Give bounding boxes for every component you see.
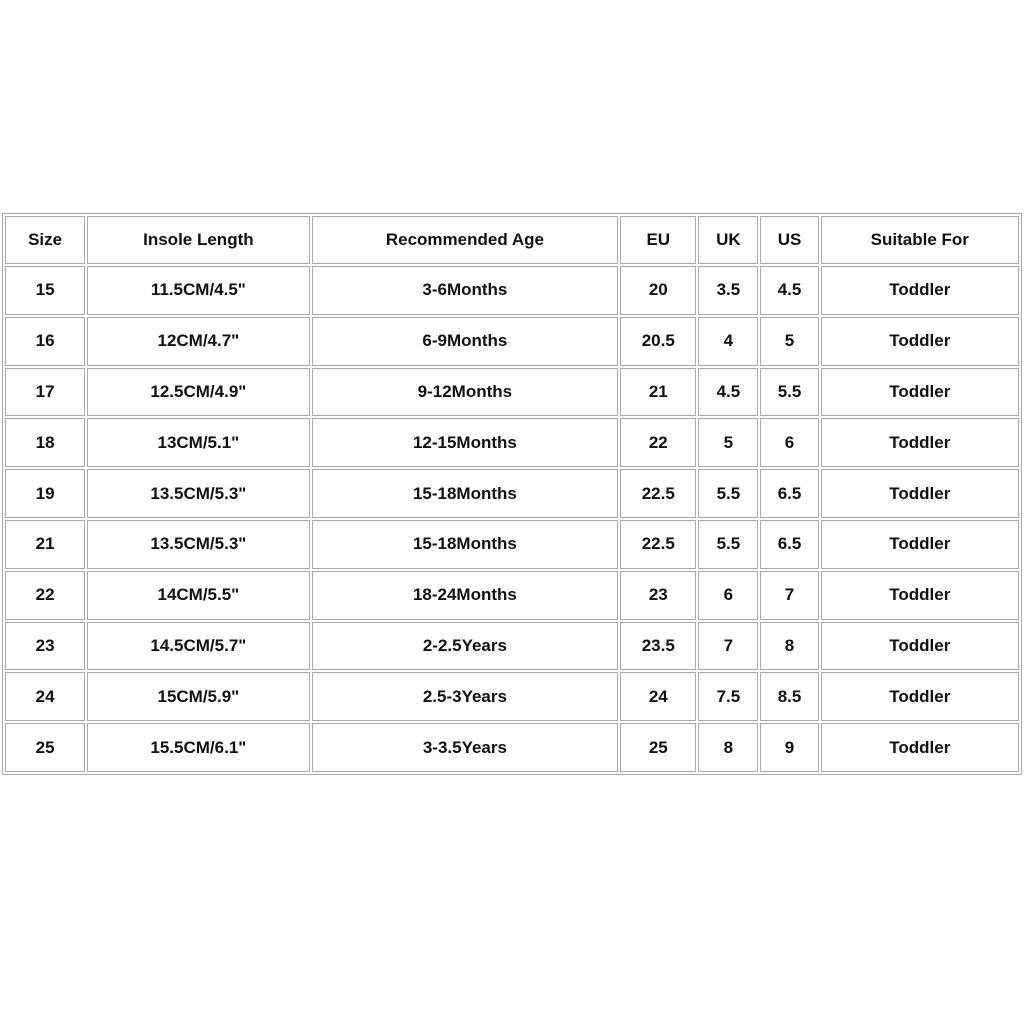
cell-recommended-age: 6-9Months <box>312 317 619 366</box>
header-size: Size <box>5 216 85 264</box>
header-suitable-for: Suitable For <box>821 216 1019 264</box>
cell-eu: 21 <box>620 368 696 417</box>
cell-size: 21 <box>5 520 85 569</box>
cell-uk: 3.5 <box>698 266 758 315</box>
table-row <box>5 672 1019 721</box>
cell-size: 24 <box>5 672 85 721</box>
header-us: US <box>760 216 818 264</box>
cell-recommended-age: 3-6Months <box>312 266 619 315</box>
cell-us: 8.5 <box>760 672 818 721</box>
cell-us: 5.5 <box>760 368 818 417</box>
cell-suitable-for: Toddler <box>821 368 1019 417</box>
cell-size: 16 <box>5 317 85 366</box>
cell-recommended-age: 2.5-3Years <box>312 672 619 721</box>
cell-size: 17 <box>5 368 85 417</box>
header-eu: EU <box>620 216 696 264</box>
cell-size: 25 <box>5 723 85 772</box>
cell-eu: 22 <box>620 418 696 467</box>
cell-us: 5 <box>760 317 818 366</box>
cell-suitable-for: Toddler <box>821 622 1019 671</box>
cell-eu: 22.5 <box>620 469 696 518</box>
cell-uk: 4 <box>698 317 758 366</box>
cell-insole-length: 14.5CM/5.7" <box>87 622 309 671</box>
table-row <box>5 622 1019 671</box>
cell-recommended-age: 15-18Months <box>312 520 619 569</box>
cell-recommended-age: 9-12Months <box>312 368 619 417</box>
cell-uk: 6 <box>698 571 758 620</box>
cell-size: 23 <box>5 622 85 671</box>
cell-insole-length: 13.5CM/5.3" <box>87 469 309 518</box>
table-body <box>5 266 1019 772</box>
cell-insole-length: 15CM/5.9" <box>87 672 309 721</box>
cell-eu: 20 <box>620 266 696 315</box>
cell-insole-length: 14CM/5.5" <box>87 571 309 620</box>
table-row <box>5 266 1019 315</box>
cell-eu: 20.5 <box>620 317 696 366</box>
cell-uk: 7 <box>698 622 758 671</box>
cell-size: 15 <box>5 266 85 315</box>
cell-suitable-for: Toddler <box>821 418 1019 467</box>
table-row <box>5 571 1019 620</box>
cell-us: 6.5 <box>760 469 818 518</box>
cell-recommended-age: 18-24Months <box>312 571 619 620</box>
cell-us: 6.5 <box>760 520 818 569</box>
cell-insole-length: 15.5CM/6.1" <box>87 723 309 772</box>
cell-recommended-age: 3-3.5Years <box>312 723 619 772</box>
cell-uk: 5 <box>698 418 758 467</box>
cell-eu: 23 <box>620 571 696 620</box>
cell-suitable-for: Toddler <box>821 317 1019 366</box>
cell-us: 6 <box>760 418 818 467</box>
header-row <box>5 216 1019 264</box>
header-uk: UK <box>698 216 758 264</box>
table-row <box>5 368 1019 417</box>
cell-uk: 7.5 <box>698 672 758 721</box>
cell-insole-length: 12.5CM/4.9" <box>87 368 309 417</box>
cell-uk: 4.5 <box>698 368 758 417</box>
header-recommended-age: Recommended Age <box>312 216 619 264</box>
table-row <box>5 520 1019 569</box>
table-row <box>5 418 1019 467</box>
cell-eu: 24 <box>620 672 696 721</box>
cell-size: 18 <box>5 418 85 467</box>
table-row <box>5 317 1019 366</box>
cell-suitable-for: Toddler <box>821 469 1019 518</box>
cell-us: 4.5 <box>760 266 818 315</box>
table-row <box>5 469 1019 518</box>
cell-size: 22 <box>5 571 85 620</box>
cell-recommended-age: 15-18Months <box>312 469 619 518</box>
cell-insole-length: 12CM/4.7" <box>87 317 309 366</box>
cell-insole-length: 13.5CM/5.3" <box>87 520 309 569</box>
cell-suitable-for: Toddler <box>821 672 1019 721</box>
cell-uk: 8 <box>698 723 758 772</box>
cell-eu: 25 <box>620 723 696 772</box>
cell-recommended-age: 12-15Months <box>312 418 619 467</box>
cell-recommended-age: 2-2.5Years <box>312 622 619 671</box>
cell-insole-length: 11.5CM/4.5" <box>87 266 309 315</box>
table-row <box>5 723 1019 772</box>
header-insole-length: Insole Length <box>87 216 309 264</box>
cell-suitable-for: Toddler <box>821 571 1019 620</box>
cell-us: 8 <box>760 622 818 671</box>
cell-suitable-for: Toddler <box>821 266 1019 315</box>
cell-us: 9 <box>760 723 818 772</box>
cell-uk: 5.5 <box>698 469 758 518</box>
cell-eu: 23.5 <box>620 622 696 671</box>
cell-insole-length: 13CM/5.1" <box>87 418 309 467</box>
size-chart-table <box>2 213 1022 775</box>
cell-suitable-for: Toddler <box>821 723 1019 772</box>
cell-size: 19 <box>5 469 85 518</box>
cell-suitable-for: Toddler <box>821 520 1019 569</box>
cell-eu: 22.5 <box>620 520 696 569</box>
cell-uk: 5.5 <box>698 520 758 569</box>
cell-us: 7 <box>760 571 818 620</box>
